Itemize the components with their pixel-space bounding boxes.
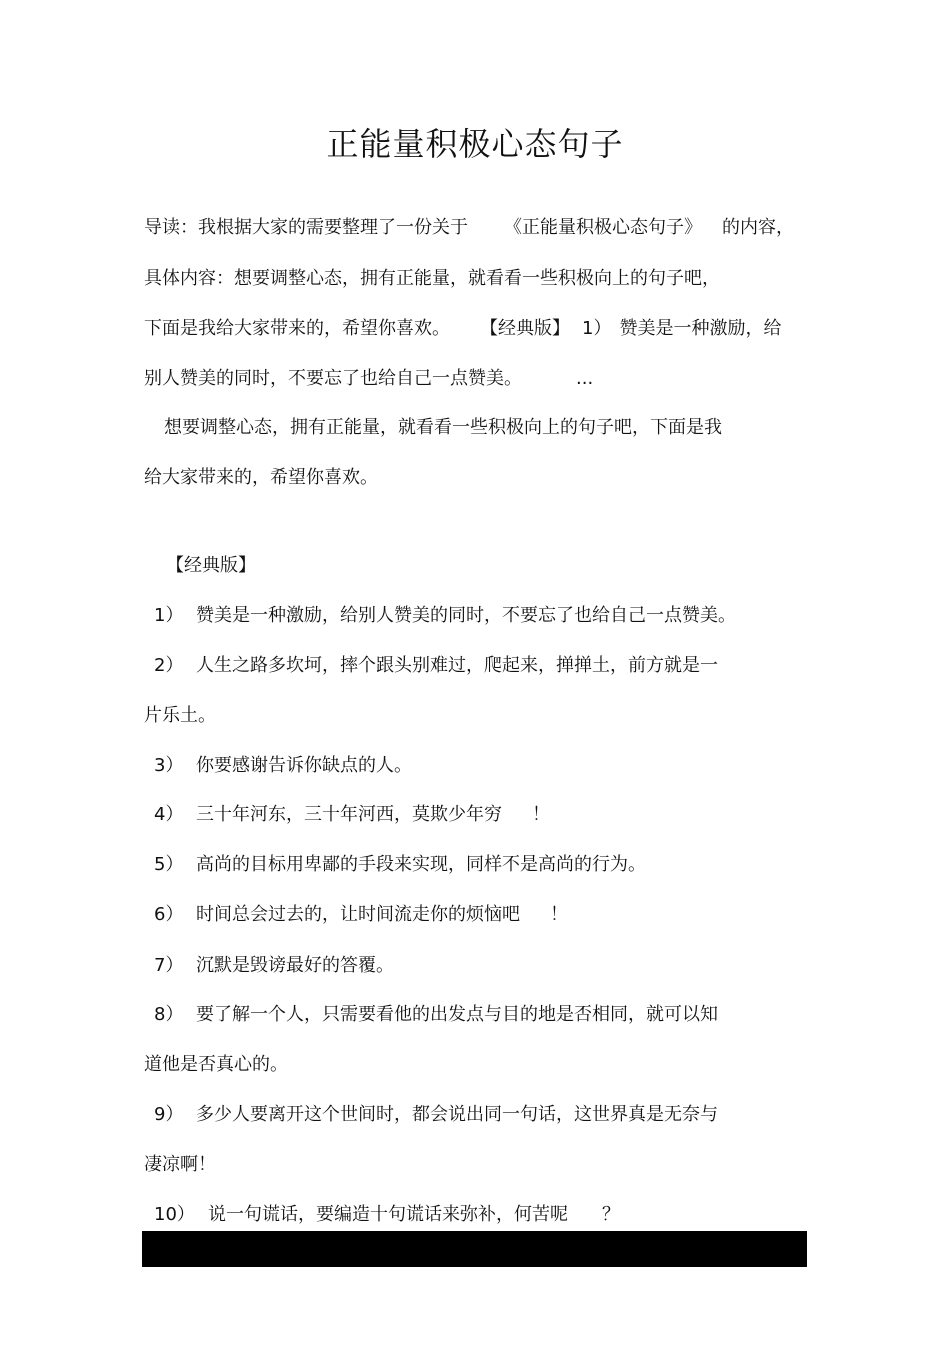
list-item	[154, 1103, 718, 1127]
item-number: 6）	[154, 904, 184, 925]
black-redaction-bar	[142, 1231, 807, 1267]
item-punctuation: ！	[550, 904, 568, 925]
item-number: 7）	[154, 955, 184, 976]
item-number: 1）	[154, 605, 184, 626]
item-continuation: 凄凉啊！	[144, 1154, 216, 1175]
intro-text: 赞美是一种激励，给	[619, 318, 782, 339]
list-item	[154, 604, 736, 628]
item-number: 10）	[154, 1204, 195, 1225]
intro-line-3	[144, 317, 781, 341]
item-text: 赞美是一种激励，给别人赞美的同时，不要忘了也给自己一点赞美。	[196, 605, 736, 626]
list-item	[154, 903, 568, 927]
item-number: 5）	[154, 854, 184, 875]
item-text: 三十年河东，三十年河西，莫欺少年穷	[196, 804, 502, 825]
intro-text: 下面是我给大家带来的，希望你喜欢。	[144, 318, 450, 339]
item-number: 2）	[154, 655, 184, 676]
list-item	[154, 954, 394, 978]
intro-ellipsis: ...	[576, 368, 594, 389]
section-heading: 【经典版】	[166, 555, 256, 576]
item-number: 4）	[154, 804, 184, 825]
intro-line-4	[144, 367, 593, 391]
item-text: 高尚的目标用卑鄙的手段来实现，同样不是高尚的行为。	[196, 854, 646, 875]
item-continuation: 片乐土。	[144, 705, 216, 726]
body-paragraph-line-2: 给大家带来的，希望你喜欢。	[144, 467, 378, 488]
item-text: 多少人要离开这个世间时，都会说出同一句话，这世界真是无奈与	[196, 1104, 718, 1125]
list-item	[154, 803, 550, 827]
intro-item-number: 1）	[582, 318, 612, 339]
item-punctuation: ？	[602, 1204, 620, 1225]
intro-text: 别人赞美的同时，不要忘了也给自己一点赞美。	[144, 368, 522, 389]
intro-text: 的内容，	[722, 217, 794, 238]
item-continuation: 道他是否真心的。	[144, 1054, 288, 1075]
intro-book-title: 《正能量积极心态句子》	[504, 217, 702, 238]
list-item	[154, 1003, 718, 1027]
intro-line-1	[144, 216, 794, 240]
intro-line-2: 具体内容：想要调整心态，拥有正能量，就看看一些积极向上的句子吧，	[144, 268, 720, 289]
body-paragraph-line-1: 想要调整心态，拥有正能量，就看看一些积极向上的句子吧，下面是我	[164, 417, 722, 438]
document-title: 正能量积极心态句子	[326, 125, 624, 163]
list-item	[154, 754, 412, 778]
list-item	[154, 853, 646, 877]
item-text: 人生之路多坎坷，摔个跟头别难过，爬起来，掸掸土，前方就是一	[196, 655, 718, 676]
item-text: 说一句谎话，要编造十句谎话来弥补，何苦呢	[208, 1204, 568, 1225]
item-text: 你要感谢告诉你缺点的人。	[196, 755, 412, 776]
list-item	[154, 654, 718, 678]
item-number: 3）	[154, 755, 184, 776]
item-text: 要了解一个人，只需要看他的出发点与目的地是否相同，就可以知	[196, 1004, 718, 1025]
intro-text: 导读：我根据大家的需要整理了一份关于	[144, 217, 468, 238]
item-number: 8）	[154, 1004, 184, 1025]
item-text: 时间总会过去的，让时间流走你的烦恼吧	[196, 904, 520, 925]
item-punctuation: ！	[532, 804, 550, 825]
item-number: 9）	[154, 1104, 184, 1125]
intro-section-tag: 【经典版】	[480, 318, 570, 339]
list-item	[154, 1203, 620, 1227]
item-text: 沉默是毁谤最好的答覆。	[196, 955, 394, 976]
